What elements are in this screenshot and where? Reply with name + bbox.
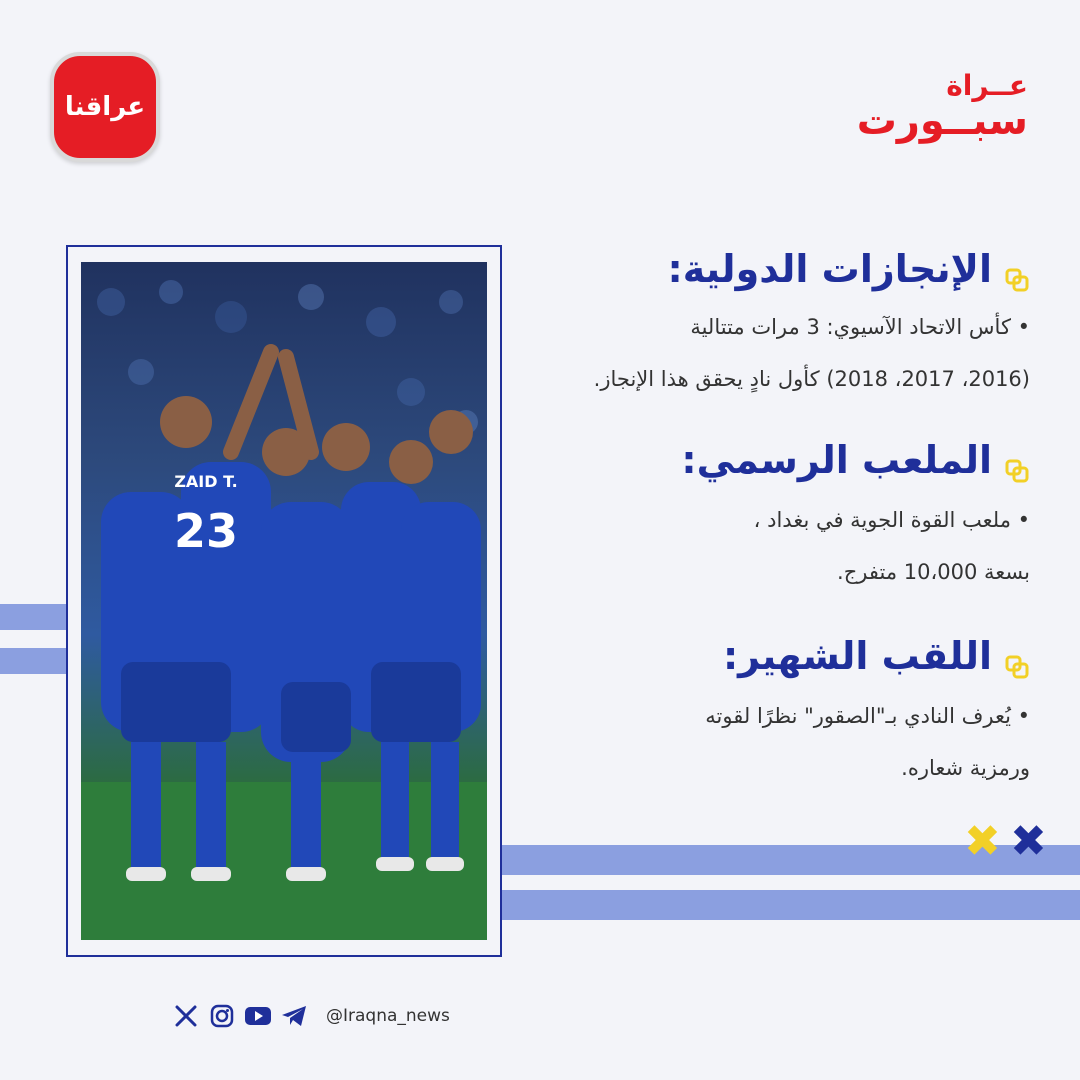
iraqna-logo-text: عراقنا — [64, 92, 146, 122]
link-bullet-icon — [1004, 447, 1030, 473]
team-photo — [81, 262, 487, 940]
telegram-icon[interactable] — [280, 1002, 308, 1030]
decor-stripe — [497, 890, 1080, 920]
x-icon[interactable] — [172, 1002, 200, 1030]
blue-x-icon: ✖ — [1010, 816, 1047, 867]
section-heading — [530, 436, 1030, 484]
iraq-sport-logo-bottom: سبــورت — [856, 98, 1028, 144]
link-bullet-icon — [1004, 256, 1030, 282]
section-line: • يُعرف النادي بـ"الصقور" نظرًا لقوته — [705, 704, 1030, 728]
section-title: اللقب الشهير: — [722, 634, 992, 678]
iraqna-logo — [50, 52, 160, 162]
section-line: ورمزية شعاره. — [901, 756, 1030, 780]
instagram-icon[interactable] — [208, 1002, 236, 1030]
section-achievements — [530, 245, 1030, 405]
section-line: • ملعب القوة الجوية في بغداد ، — [753, 508, 1030, 532]
section-heading — [530, 632, 1030, 680]
section-title: الإنجازات الدولية: — [667, 247, 992, 291]
iraq-sport-logo-top: عــراة — [946, 69, 1028, 102]
yellow-x-icon: ✖ — [964, 816, 1001, 867]
jersey-name: ZAID T. — [174, 472, 238, 491]
section-heading — [530, 245, 1030, 293]
section-line: • كأس الاتحاد الآسيوي: 3 مرات متتالية — [690, 315, 1030, 339]
section-stadium — [530, 436, 1030, 598]
link-bullet-icon — [1004, 643, 1030, 669]
section-nickname — [530, 632, 1030, 794]
team-huddle-illustration — [81, 262, 487, 940]
section-line: (2016، 2017، 2018) كأول نادٍ يحقق هذا الإنجاز. — [593, 367, 1030, 391]
section-title: الملعب الرسمي: — [681, 438, 992, 482]
youtube-icon[interactable] — [244, 1002, 272, 1030]
social-footer — [172, 1000, 450, 1032]
social-handle[interactable]: @Iraqna_news — [326, 1006, 450, 1026]
iraq-sport-logo — [818, 69, 1028, 144]
jersey-number: 23 — [173, 504, 239, 558]
section-line: بسعة 10،000 متفرج. — [837, 560, 1030, 584]
